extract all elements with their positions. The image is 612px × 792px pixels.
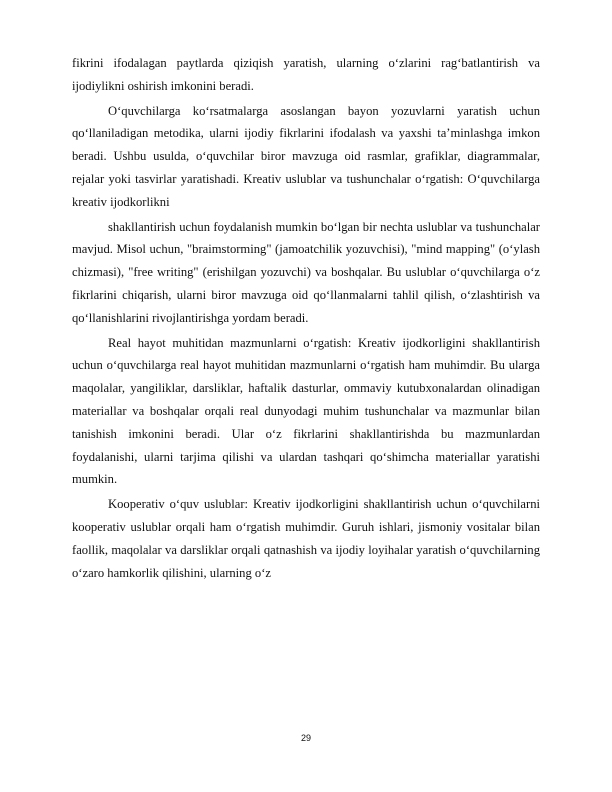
paragraph-continuation: fikrini ifodalagan paytlarda qiziqish yaratish, ularning o‘zlarini rag‘batlantirish va ijodiylikni oshirish imkonini beradi. (72, 56, 540, 93)
paragraph-bayon-yozuvlar: O‘quvchilarga ko‘rsatmalarga asoslangan bayon yozuvlarni yaratish uchun qo‘llaniladigan metodika, ularni ijodiy fikrlarini ifodalash va yaxshi ta’minlashga imkon beradi. Ushbu usulda, o‘quvchilar biror mavzuga oid rasmlar, grafiklar, diagrammalar, rejalar yoki tasvirlar yaratishadi. Kreativ uslublar va tushunchalar o‘rgatish: O‘quvchilarga kreativ ijodkorlikni (72, 103, 540, 209)
page-number: 29 (300, 733, 311, 743)
paragraph-real-hayot: Real hayot muhitidan mazmunlarni o‘rgatish: Kreativ ijodkorligini shakllantirish uchun o‘quvchilarga real hayot muhitidan mazmunlarni o‘rgatish ham muhimdir. Bu ularga maqolalar, yangiliklar, darsliklar, haftalik dasturlar, ommaviy kutubxonalardan olinadigan materiallar va boshqalar orqali real dunyodagi muhim tushunchalar va mazmunlar bilan tanishish imkonini beradi. Ular o‘z fikrlarini shakllantirishda bu mazmunlardan foydalanishi, ularni tarjima qilishi va ulardan tashqari qo‘shimcha materiallar yaratishi mumkin. (72, 335, 540, 487)
paragraph-uslublar: shakllantirish uchun foydalanish mumkin bo‘lgan bir nechta uslublar va tushunchalar mavjud. Misol uchun, "braimstorming" (jamoatchilik yozuvchisi), "mind mapping" (o‘ylash chizmasi), "free writing" (erishilgan yozuvchi) va boshqalar. Bu uslublar o‘quvchilarga o‘z fikrlarini chiqarish, ularni biror mavzuga oid qo‘llanmalarni tahlil qilish, o‘zlashtirish va qo‘llanishlarini rivojlantirishga yordam beradi. (72, 219, 540, 325)
paragraph-kooperativ: Kooperativ o‘quv uslublar: Kreativ ijodkorligini shakllantirish uchun o‘quvchilarni kooperativ uslublar orqali ham o‘rgatish muhimdir. Guruh ishlari, jismoniy vositalar bilan faollik, maqolalar va darsliklar orqali qatnashish va ijodiy loyihalar yaratish o‘quvchilarning o‘zaro hamkorlik qilishini, ularning o‘z (72, 497, 540, 580)
document-body (72, 52, 540, 586)
